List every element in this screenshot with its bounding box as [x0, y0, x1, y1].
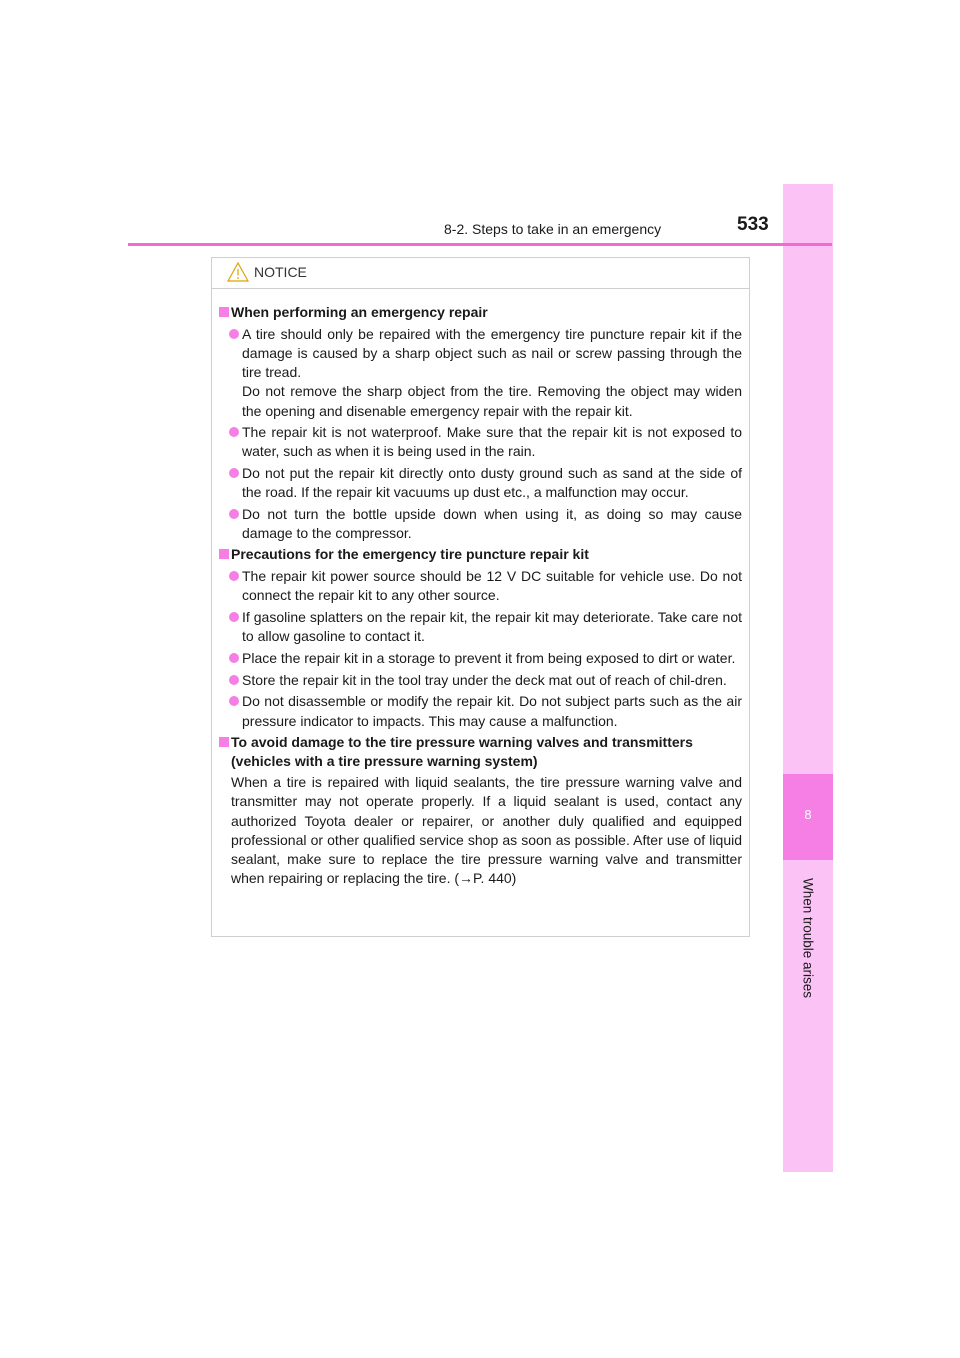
circle-bullet-icon — [229, 571, 239, 581]
section-paragraph: When a tire is repaired with liquid sealants, the tire pressure warning valve and transmitter may not operate properly. If a liquid sealant is used, contact any authorized Toyota dealer or repairer, or another duly qualified and equipped professional or other qualified service shop as soon as possible. After use of liquid sealant, make sure to replace the tire pressure warning valve and transmitter when repairing or replacing the tire. (→P. 440) — [231, 774, 742, 887]
section-title: When performing an emergency repair — [219, 303, 742, 322]
circle-bullet-icon — [229, 468, 239, 478]
list-item: Store the repair kit in the tool tray under the deck mat out of reach of chil-dren. — [219, 671, 742, 690]
list-item: Do not disassemble or modify the repair kit. Do not subject parts such as the air pressure indicator to impacts. This may cause a malfunction. — [219, 692, 742, 730]
chapter-tab[interactable] — [783, 774, 833, 860]
circle-bullet-icon — [229, 653, 239, 663]
circle-bullet-icon — [229, 675, 239, 685]
circle-bullet-icon — [229, 329, 239, 339]
circle-bullet-icon — [229, 427, 239, 437]
chapter-number: 8 — [804, 807, 812, 822]
notice-body — [212, 289, 749, 888]
circle-bullet-icon — [229, 696, 239, 706]
notice-header — [212, 258, 749, 289]
header-rule — [128, 243, 832, 246]
square-bullet-icon — [219, 549, 229, 559]
list-item: Place the repair kit in a storage to prevent it from being exposed to dirt or water. — [219, 649, 742, 668]
square-bullet-icon — [219, 307, 229, 317]
notice-label: NOTICE — [254, 264, 307, 280]
page-number: 533 — [737, 214, 769, 235]
list-item: Do not turn the bottle upside down when using it, as doing so may cause damage to the compressor. — [219, 505, 742, 543]
header-section-title: 8-2. Steps to take in an emergency — [444, 221, 662, 237]
list-item: If gasoline splatters on the repair kit, the repair kit may deteriorate. Take care not to allow gasoline to contact it. — [219, 608, 742, 646]
section-title: To avoid damage to the tire pressure warning valves and transmitters (vehicles with a tire pressure warning system) — [219, 733, 742, 771]
circle-bullet-icon — [229, 509, 239, 519]
list-item: A tire should only be repaired with the emergency tire puncture repair kit if the damage is caused by a sharp object such as nail or screw passing through the tire tread. Do not remove the sharp object from the tire. Removing the object may widen the opening and disenable emergency repair with the repair kit. — [219, 325, 742, 421]
chapter-title: When trouble arises — [800, 877, 816, 999]
circle-bullet-icon — [229, 612, 239, 622]
list-item: The repair kit power source should be 12 V DC suitable for vehicle use. Do not connect the repair kit to any other source. — [219, 567, 742, 605]
section-title: Precautions for the emergency tire puncture repair kit — [219, 545, 742, 564]
list-item: Do not put the repair kit directly onto dusty ground such as sand at the side of the road. If the repair kit vacuums up dust etc., a malfunction may occur. — [219, 464, 742, 502]
notice-box — [211, 257, 750, 937]
list-item: The repair kit is not waterproof. Make sure that the repair kit is not exposed to water, such as when it is being used in the rain. — [219, 423, 742, 461]
side-tab — [783, 184, 833, 1172]
square-bullet-icon — [219, 737, 229, 747]
warning-triangle-icon — [227, 262, 249, 282]
